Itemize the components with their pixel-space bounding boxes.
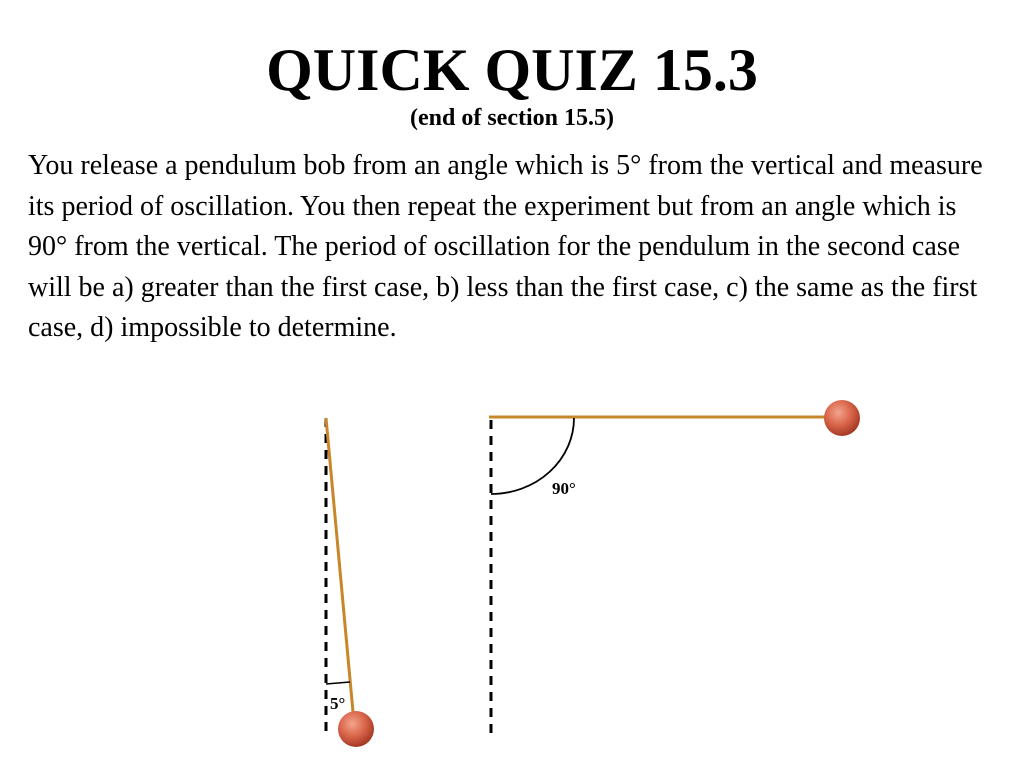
pendulum-bob-left: [338, 711, 374, 747]
angle-label-5deg: 5°: [330, 694, 346, 713]
angle-arc-5deg: [326, 682, 350, 684]
pendulum-string-left: [326, 418, 353, 712]
question-text: You release a pendulum bob from an angle which is 5° from the vertical and measure its period of oscillation. You then repeat the experiment but from an angle which is 90° from the vertical. The period of oscillation for the pendulum in the second case will be a) greater than the first case, b) less than the first case, c) the same as the first case, d) impossible to determine.: [28, 150, 983, 343]
slide-title: QUICK QUIZ 15.3: [266, 37, 758, 103]
pendulum-bob-right: [824, 400, 860, 436]
small-angle-pendulum: [326, 418, 374, 747]
large-angle-pendulum: [489, 400, 860, 733]
slide-subtitle: (end of section 15.5): [410, 105, 614, 131]
angle-label-90deg: 90°: [552, 479, 576, 498]
